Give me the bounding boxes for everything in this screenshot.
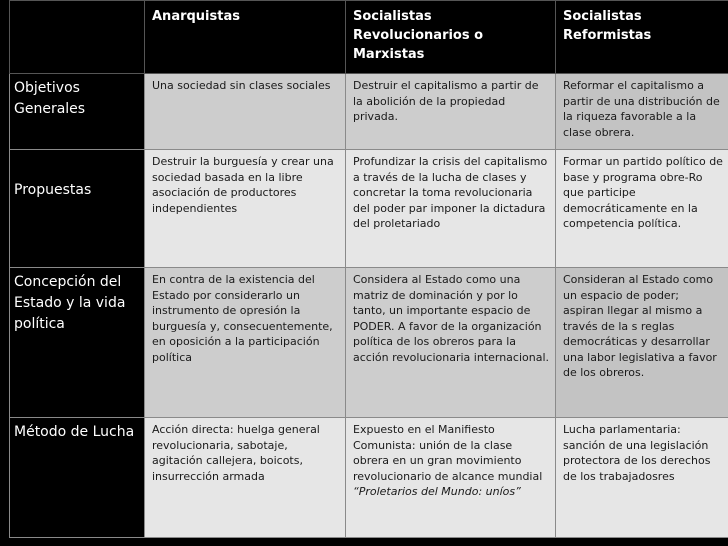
cell-marxistas-text: Expuesto en el Manifiesto Comunista: unión de la clase obrera en un gran movimiento revolucionario de alcance mundial: [353, 423, 543, 483]
header-reformistas: Socialistas Reformistas: [556, 1, 728, 74]
table-row: [10, 418, 728, 538]
cell-reformistas: Consideran al Estado como un espacio de poder; aspiran llegar al mismo a través de la s reglas democráticas y desarrollar una labor legislativa a favor de los obreros.: [556, 268, 728, 418]
table-row: [10, 74, 728, 150]
cell-anarquistas: Acción directa: huelga general revolucionaria, sabotaje, agitación callejera, boicots, insurrección armada: [145, 418, 346, 538]
cell-marxistas: Destruir el capitalismo a partir de la abolición de la propiedad privada.: [346, 74, 556, 150]
header-marxistas: Socialistas Revolucionarios o Marxistas: [346, 1, 556, 74]
header-empty: [10, 1, 145, 74]
cell-anarquistas: Una sociedad sin clases sociales: [145, 74, 346, 150]
cell-marxistas: Considera al Estado como una matriz de dominación y por lo tanto, un importante espacio de PODER. A favor de la organización política de los obreros para la acción revolucionaria internacional.: [346, 268, 556, 418]
cell-marxistas: Profundizar la crisis del capitalismo a través de la lucha de clases y concretar la toma revolucionaria del poder par imponer la dictadura del proletariado: [346, 150, 556, 268]
cell-anarquistas: Destruir la burguesía y crear una sociedad basada en la libre asociación de productores independientes: [145, 150, 346, 268]
cell-reformistas: Formar un partido político de base y programa obre-Ro que participe democráticamente en la competencia política.: [556, 150, 728, 268]
header-anarquistas: Anarquistas: [145, 1, 346, 74]
cell-reformistas: Reformar el capitalismo a partir de una distribución de la riqueza favorable a la clase obrera.: [556, 74, 728, 150]
table-row: [10, 268, 728, 418]
row-label: Objetivos Generales: [10, 74, 145, 150]
row-label-cell: [10, 150, 145, 268]
cell-marxistas-quote: “Proletarios del Mundo: uníos”: [353, 485, 521, 498]
cell-reformistas: Lucha parlamentaria: sanción de una legislación protectora de los derechos de los trabajadosres: [556, 418, 728, 538]
table-row: [10, 150, 728, 268]
row-label: Concepción del Estado y la vida política: [10, 268, 145, 418]
header-row: [10, 1, 728, 74]
row-label: Método de Lucha: [10, 418, 145, 538]
row-label: Propuestas: [14, 182, 92, 198]
comparison-table: [9, 0, 728, 538]
cell-marxistas: [346, 418, 556, 538]
cell-anarquistas: En contra de la existencia del Estado por considerarlo un instrumento de opresión la burguesía y, consecuentemente, en oposición a la participación política: [145, 268, 346, 418]
